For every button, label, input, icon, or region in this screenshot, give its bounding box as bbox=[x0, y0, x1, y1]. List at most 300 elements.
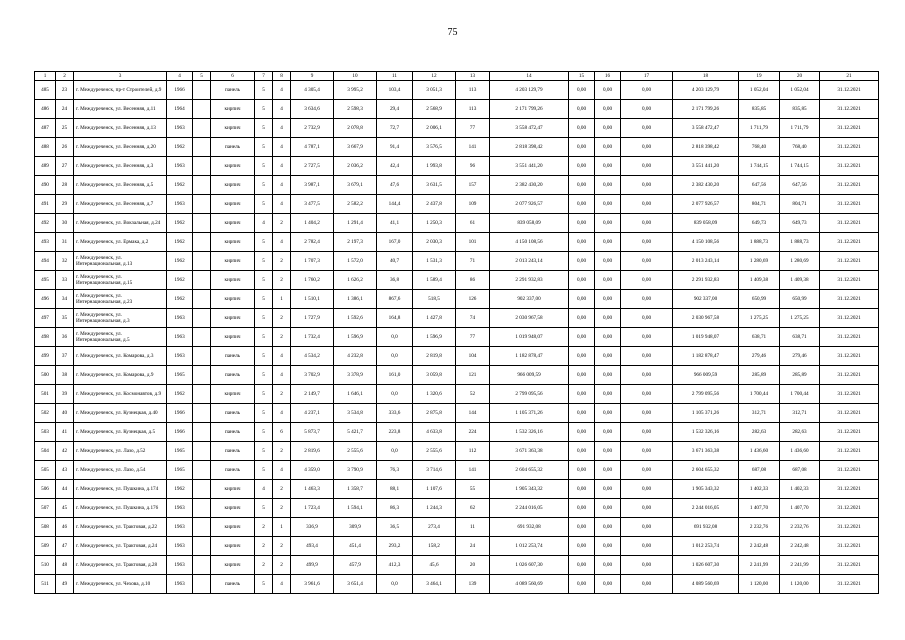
cell-wall-material: панель bbox=[211, 138, 255, 157]
cell-year-built: 1963 bbox=[167, 347, 193, 366]
cell-entrances: 2 bbox=[273, 328, 291, 347]
cell-row-number: 489 bbox=[35, 157, 56, 176]
cell-cost-c: 0,00 bbox=[621, 423, 673, 442]
cell-residents: 157 bbox=[456, 176, 490, 195]
cell-unit-cost: 2 241,99 bbox=[739, 556, 780, 575]
table-row bbox=[35, 214, 879, 233]
cell-area-a: 309,9 bbox=[334, 518, 377, 537]
cell-year-built: 1964 bbox=[167, 100, 193, 119]
cell-row-number: 485 bbox=[35, 81, 56, 100]
cell-cost-d: 4 203 129,79 bbox=[673, 81, 739, 100]
cell-total-cost: 3 671 363,38 bbox=[490, 442, 569, 461]
cell-total-area: 4 305,4 bbox=[291, 81, 334, 100]
cell-wall-material: кирпич bbox=[211, 119, 255, 138]
cell-cost-c: 0,00 bbox=[621, 575, 673, 594]
cell-entrances: 4 bbox=[273, 575, 291, 594]
cell-unit-cost: 804,71 bbox=[739, 195, 780, 214]
cell-area-b: 86,3 bbox=[377, 499, 413, 518]
table-row bbox=[35, 575, 879, 594]
cell-wall-material: панель bbox=[211, 347, 255, 366]
cell-sub-number: 30 bbox=[56, 214, 74, 233]
cell-cost-b: 0,00 bbox=[595, 499, 621, 518]
cell-unit-cost: 1 744,15 bbox=[739, 157, 780, 176]
cell-year-built: 1965 bbox=[167, 442, 193, 461]
cell-residents: 74 bbox=[456, 309, 490, 328]
cell-total-cost: 2 382 430,20 bbox=[490, 176, 569, 195]
cell-row-number: 486 bbox=[35, 100, 56, 119]
cell-year-renovated bbox=[193, 518, 211, 537]
cell-cost-c: 0,00 bbox=[621, 537, 673, 556]
cell-total-cost: 2 799 095,56 bbox=[490, 385, 569, 404]
cell-year-built: 1962 bbox=[167, 214, 193, 233]
cell-row-number: 504 bbox=[35, 442, 56, 461]
cell-cost-d: 3 671 363,38 bbox=[673, 442, 739, 461]
cell-floors: 5 bbox=[255, 309, 273, 328]
cell-wall-material: кирпич bbox=[211, 499, 255, 518]
housing-table bbox=[34, 71, 879, 594]
cell-cost-d: 1 012 253,74 bbox=[673, 537, 739, 556]
cell-cost-c: 0,00 bbox=[621, 499, 673, 518]
cell-cost-a: 0,00 bbox=[569, 138, 595, 157]
cell-cost-c: 0,00 bbox=[621, 442, 673, 461]
cell-sub-number: 45 bbox=[56, 499, 74, 518]
cell-floors: 5 bbox=[255, 176, 273, 195]
cell-total-area: 2 732,9 bbox=[291, 119, 334, 138]
cell-sub-number: 28 bbox=[56, 176, 74, 195]
cell-deadline: 31.12.2021 bbox=[820, 518, 879, 537]
cell-unit-cost: 1 275,25 bbox=[739, 309, 780, 328]
cell-floors: 2 bbox=[255, 556, 273, 575]
cell-deadline: 31.12.2021 bbox=[820, 176, 879, 195]
cell-address: г. Междуреченск, ул. Комарова, д.9 bbox=[74, 366, 167, 385]
cell-area-c: 1 320,6 bbox=[413, 385, 456, 404]
cell-area-a: 1 626,2 bbox=[334, 271, 377, 290]
cell-cost-c: 0,00 bbox=[621, 81, 673, 100]
cell-sub-number: 40 bbox=[56, 404, 74, 423]
cell-entrances: 4 bbox=[273, 157, 291, 176]
cell-area-b: 40,7 bbox=[377, 252, 413, 271]
cell-year-built: 1963 bbox=[167, 575, 193, 594]
cell-address: г. Междуреченск, ул. Весенняя, д.13 bbox=[74, 119, 167, 138]
cell-cost-d: 691 932,08 bbox=[673, 518, 739, 537]
cell-area-c: 1 589,4 bbox=[413, 271, 456, 290]
cell-floors: 5 bbox=[255, 119, 273, 138]
cell-address: г. Междуреченск, ул. Космонавтов, д.9 bbox=[74, 385, 167, 404]
cell-cost-b: 0,00 bbox=[595, 385, 621, 404]
cell-area-c: 4 633,8 bbox=[413, 423, 456, 442]
cell-wall-material: кирпич bbox=[211, 252, 255, 271]
cell-area-a: 1 594,1 bbox=[334, 499, 377, 518]
cell-residents: 141 bbox=[456, 461, 490, 480]
cell-unit-cost: 647,56 bbox=[739, 176, 780, 195]
cell-cost-b: 0,00 bbox=[595, 309, 621, 328]
cell-area-b: 36,5 bbox=[377, 518, 413, 537]
cell-year-renovated bbox=[193, 575, 211, 594]
cell-cost-c: 0,00 bbox=[621, 233, 673, 252]
cell-wall-material: кирпич bbox=[211, 271, 255, 290]
cell-year-renovated bbox=[193, 195, 211, 214]
cell-year-renovated bbox=[193, 404, 211, 423]
cell-row-number: 492 bbox=[35, 214, 56, 233]
table-row bbox=[35, 81, 879, 100]
cell-area-a: 2 598,3 bbox=[334, 100, 377, 119]
cell-total-cost: 1 019 948,07 bbox=[490, 328, 569, 347]
cell-cost-b: 0,00 bbox=[595, 442, 621, 461]
cell-sub-number: 32 bbox=[56, 252, 74, 271]
cell-year-renovated bbox=[193, 347, 211, 366]
cell-entrances: 4 bbox=[273, 461, 291, 480]
column-header: 11 bbox=[377, 72, 413, 81]
cell-cost-d: 902 337,00 bbox=[673, 290, 739, 309]
cell-row-number: 506 bbox=[35, 480, 56, 499]
cell-wall-material: кирпич bbox=[211, 556, 255, 575]
column-header: 12 bbox=[413, 72, 456, 81]
table-row bbox=[35, 138, 879, 157]
cell-deadline: 31.12.2021 bbox=[820, 233, 879, 252]
cell-deadline: 31.12.2021 bbox=[820, 214, 879, 233]
cell-residents: 144 bbox=[456, 404, 490, 423]
cell-address: г. Междуреченск, ул. Интернациональная, д.23 bbox=[74, 290, 167, 309]
cell-year-built: 1962 bbox=[167, 271, 193, 290]
cell-area-b: 0,0 bbox=[377, 442, 413, 461]
cell-cost-a: 0,00 bbox=[569, 366, 595, 385]
cell-area-b: 144,4 bbox=[377, 195, 413, 214]
cell-cost-c: 0,00 bbox=[621, 138, 673, 157]
cell-total-area: 1 707,3 bbox=[291, 252, 334, 271]
cell-max-unit-cost: 1 744,15 bbox=[780, 157, 820, 176]
cell-cost-b: 0,00 bbox=[595, 138, 621, 157]
cell-entrances: 2 bbox=[273, 442, 291, 461]
cell-area-b: 91,4 bbox=[377, 138, 413, 157]
cell-area-b: 0,0 bbox=[377, 385, 413, 404]
cell-cost-c: 0,00 bbox=[621, 214, 673, 233]
cell-row-number: 496 bbox=[35, 290, 56, 309]
cell-unit-cost: 1 120,00 bbox=[739, 575, 780, 594]
cell-wall-material: панель bbox=[211, 442, 255, 461]
cell-entrances: 1 bbox=[273, 290, 291, 309]
cell-max-unit-cost: 2 241,99 bbox=[780, 556, 820, 575]
cell-max-unit-cost: 1 700,44 bbox=[780, 385, 820, 404]
cell-residents: 77 bbox=[456, 328, 490, 347]
cell-cost-a: 0,00 bbox=[569, 119, 595, 138]
cell-deadline: 31.12.2021 bbox=[820, 366, 879, 385]
cell-max-unit-cost: 768,40 bbox=[780, 138, 820, 157]
cell-area-b: 0,0 bbox=[377, 575, 413, 594]
cell-cost-c: 0,00 bbox=[621, 119, 673, 138]
cell-unit-cost: 687,08 bbox=[739, 461, 780, 480]
cell-cost-a: 0,00 bbox=[569, 100, 595, 119]
cell-area-c: 45,6 bbox=[413, 556, 456, 575]
cell-cost-a: 0,00 bbox=[569, 556, 595, 575]
cell-row-number: 510 bbox=[35, 556, 56, 575]
cell-area-c: 2 875,8 bbox=[413, 404, 456, 423]
cell-cost-d: 1 105 371,26 bbox=[673, 404, 739, 423]
cell-cost-a: 0,00 bbox=[569, 385, 595, 404]
cell-unit-cost: 2 242,48 bbox=[739, 537, 780, 556]
cell-wall-material: кирпич bbox=[211, 290, 255, 309]
cell-year-renovated bbox=[193, 271, 211, 290]
column-header: 4 bbox=[167, 72, 193, 81]
cell-area-a: 1 386,1 bbox=[334, 290, 377, 309]
cell-address: г. Междуреченск, ул. Комарова, д.3 bbox=[74, 347, 167, 366]
cell-entrances: 4 bbox=[273, 138, 291, 157]
cell-entrances: 2 bbox=[273, 271, 291, 290]
cell-total-cost: 1 026 607,30 bbox=[490, 556, 569, 575]
cell-row-number: 493 bbox=[35, 233, 56, 252]
cell-year-built: 1965 bbox=[167, 461, 193, 480]
cell-total-cost: 2 171 799,26 bbox=[490, 100, 569, 119]
table-row bbox=[35, 480, 879, 499]
cell-sub-number: 25 bbox=[56, 119, 74, 138]
cell-cost-a: 0,00 bbox=[569, 233, 595, 252]
cell-deadline: 31.12.2021 bbox=[820, 480, 879, 499]
cell-year-renovated bbox=[193, 100, 211, 119]
cell-cost-a: 0,00 bbox=[569, 461, 595, 480]
cell-cost-c: 0,00 bbox=[621, 252, 673, 271]
cell-area-b: 333,6 bbox=[377, 404, 413, 423]
cell-deadline: 31.12.2021 bbox=[820, 290, 879, 309]
cell-cost-d: 2 382 430,20 bbox=[673, 176, 739, 195]
cell-cost-b: 0,00 bbox=[595, 81, 621, 100]
cell-year-built: 1963 bbox=[167, 518, 193, 537]
cell-floors: 5 bbox=[255, 252, 273, 271]
cell-area-a: 3 679,1 bbox=[334, 176, 377, 195]
cell-cost-a: 0,00 bbox=[569, 290, 595, 309]
cell-unit-cost: 1 700,44 bbox=[739, 385, 780, 404]
cell-sub-number: 48 bbox=[56, 556, 74, 575]
cell-area-a: 3 790,9 bbox=[334, 461, 377, 480]
cell-cost-a: 0,00 bbox=[569, 423, 595, 442]
cell-year-built: 1963 bbox=[167, 195, 193, 214]
cell-year-renovated bbox=[193, 442, 211, 461]
cell-year-renovated bbox=[193, 252, 211, 271]
cell-cost-a: 0,00 bbox=[569, 442, 595, 461]
cell-sub-number: 47 bbox=[56, 537, 74, 556]
cell-max-unit-cost: 1 280,69 bbox=[780, 252, 820, 271]
cell-cost-d: 4 150 108,56 bbox=[673, 233, 739, 252]
cell-cost-b: 0,00 bbox=[595, 423, 621, 442]
cell-total-area: 3 961,6 bbox=[291, 575, 334, 594]
table-row bbox=[35, 195, 879, 214]
cell-address: г. Междуреченск, ул. Интернациональная, д.5 bbox=[74, 328, 167, 347]
cell-total-area: 336,9 bbox=[291, 518, 334, 537]
cell-floors: 5 bbox=[255, 347, 273, 366]
cell-area-b: 293,2 bbox=[377, 537, 413, 556]
cell-year-built: 1963 bbox=[167, 309, 193, 328]
cell-cost-c: 0,00 bbox=[621, 385, 673, 404]
cell-row-number: 487 bbox=[35, 119, 56, 138]
column-header: 19 bbox=[739, 72, 780, 81]
cell-total-cost: 3 558 472,47 bbox=[490, 119, 569, 138]
cell-cost-b: 0,00 bbox=[595, 252, 621, 271]
cell-deadline: 31.12.2021 bbox=[820, 119, 879, 138]
cell-max-unit-cost: 2 232,76 bbox=[780, 518, 820, 537]
cell-row-number: 491 bbox=[35, 195, 56, 214]
cell-entrances: 6 bbox=[273, 423, 291, 442]
cell-total-cost: 4 150 108,56 bbox=[490, 233, 569, 252]
cell-entrances: 4 bbox=[273, 195, 291, 214]
table-row bbox=[35, 100, 879, 119]
cell-area-a: 451,4 bbox=[334, 537, 377, 556]
cell-cost-b: 0,00 bbox=[595, 556, 621, 575]
cell-sub-number: 42 bbox=[56, 442, 74, 461]
cell-year-renovated bbox=[193, 480, 211, 499]
column-header: 14 bbox=[490, 72, 569, 81]
cell-wall-material: кирпич bbox=[211, 176, 255, 195]
table-row bbox=[35, 461, 879, 480]
cell-total-cost: 839 058,09 bbox=[490, 214, 569, 233]
cell-address: г. Междуреченск, ул. Кузнецкая, д.5 bbox=[74, 423, 167, 442]
cell-area-b: 47,6 bbox=[377, 176, 413, 195]
cell-cost-a: 0,00 bbox=[569, 518, 595, 537]
table-row bbox=[35, 309, 879, 328]
column-header: 6 bbox=[211, 72, 255, 81]
cell-sub-number: 39 bbox=[56, 385, 74, 404]
cell-cost-c: 0,00 bbox=[621, 556, 673, 575]
cell-sub-number: 43 bbox=[56, 461, 74, 480]
cell-area-c: 1 993,8 bbox=[413, 157, 456, 176]
table-row bbox=[35, 499, 879, 518]
cell-year-renovated bbox=[193, 556, 211, 575]
cell-max-unit-cost: 1 407,70 bbox=[780, 499, 820, 518]
cell-wall-material: кирпич bbox=[211, 518, 255, 537]
cell-address: г. Междуреченск, ул. Чехова, д.10 bbox=[74, 575, 167, 594]
cell-area-a: 1 592,6 bbox=[334, 309, 377, 328]
cell-cost-c: 0,00 bbox=[621, 157, 673, 176]
table-row bbox=[35, 366, 879, 385]
cell-floors: 5 bbox=[255, 271, 273, 290]
cell-area-c: 1 244,3 bbox=[413, 499, 456, 518]
column-header: 9 bbox=[291, 72, 334, 81]
cell-total-area: 2 727,5 bbox=[291, 157, 334, 176]
cell-residents: 141 bbox=[456, 138, 490, 157]
cell-unit-cost: 1 409,38 bbox=[739, 271, 780, 290]
cell-total-cost: 1 182 878,47 bbox=[490, 347, 569, 366]
cell-cost-b: 0,00 bbox=[595, 233, 621, 252]
cell-cost-a: 0,00 bbox=[569, 81, 595, 100]
cell-area-c: 2 819,8 bbox=[413, 347, 456, 366]
cell-address: г. Междуреченск, ул. Кузнецкая, д.40 bbox=[74, 404, 167, 423]
cell-floors: 5 bbox=[255, 385, 273, 404]
cell-total-area: 3 634,6 bbox=[291, 100, 334, 119]
column-header: 5 bbox=[193, 72, 211, 81]
cell-max-unit-cost: 1 275,25 bbox=[780, 309, 820, 328]
cell-deadline: 31.12.2021 bbox=[820, 157, 879, 176]
cell-wall-material: кирпич bbox=[211, 385, 255, 404]
cell-year-renovated bbox=[193, 138, 211, 157]
cell-unit-cost: 768,40 bbox=[739, 138, 780, 157]
cell-area-b: 103,4 bbox=[377, 81, 413, 100]
cell-area-b: 36,8 bbox=[377, 271, 413, 290]
cell-residents: 20 bbox=[456, 556, 490, 575]
cell-year-built: 1963 bbox=[167, 119, 193, 138]
cell-address: г. Междуреченск, ул. Трактовая, д.22 bbox=[74, 518, 167, 537]
cell-residents: 24 bbox=[456, 537, 490, 556]
cell-area-b: 76,3 bbox=[377, 461, 413, 480]
cell-area-c: 158,2 bbox=[413, 537, 456, 556]
cell-address: г. Междуреченск, ул. Весенняя, д.20 bbox=[74, 138, 167, 157]
cell-row-number: 503 bbox=[35, 423, 56, 442]
cell-cost-c: 0,00 bbox=[621, 480, 673, 499]
cell-cost-b: 0,00 bbox=[595, 518, 621, 537]
cell-area-a: 1 291,4 bbox=[334, 214, 377, 233]
cell-total-area: 1 760,2 bbox=[291, 271, 334, 290]
cell-floors: 5 bbox=[255, 575, 273, 594]
cell-floors: 5 bbox=[255, 328, 273, 347]
cell-floors: 5 bbox=[255, 233, 273, 252]
table-row bbox=[35, 119, 879, 138]
cell-total-area: 1 510,1 bbox=[291, 290, 334, 309]
cell-wall-material: кирпич bbox=[211, 328, 255, 347]
cell-max-unit-cost: 1 402,33 bbox=[780, 480, 820, 499]
cell-entrances: 4 bbox=[273, 81, 291, 100]
cell-cost-c: 0,00 bbox=[621, 518, 673, 537]
cell-unit-cost: 2 232,76 bbox=[739, 518, 780, 537]
cell-year-built: 1966 bbox=[167, 81, 193, 100]
cell-deadline: 31.12.2021 bbox=[820, 423, 879, 442]
cell-address: г. Междуреченск, ул. Интернациональная, д.15 bbox=[74, 271, 167, 290]
table-row bbox=[35, 328, 879, 347]
cell-residents: 71 bbox=[456, 252, 490, 271]
cell-area-c: 3 051,3 bbox=[413, 81, 456, 100]
cell-cost-c: 0,00 bbox=[621, 290, 673, 309]
cell-area-a: 457,9 bbox=[334, 556, 377, 575]
cell-area-c: 1 107,6 bbox=[413, 480, 456, 499]
cell-floors: 5 bbox=[255, 461, 273, 480]
cell-year-renovated bbox=[193, 366, 211, 385]
cell-residents: 224 bbox=[456, 423, 490, 442]
cell-sub-number: 23 bbox=[56, 81, 74, 100]
cell-wall-material: кирпич bbox=[211, 195, 255, 214]
cell-deadline: 31.12.2021 bbox=[820, 575, 879, 594]
cell-max-unit-cost: 285,89 bbox=[780, 366, 820, 385]
cell-floors: 5 bbox=[255, 404, 273, 423]
table-row bbox=[35, 176, 879, 195]
cell-max-unit-cost: 687,08 bbox=[780, 461, 820, 480]
cell-address: г. Междуреченск, ул. Лазо, д.52 bbox=[74, 442, 167, 461]
cell-deadline: 31.12.2021 bbox=[820, 347, 879, 366]
cell-row-number: 490 bbox=[35, 176, 56, 195]
cell-deadline: 31.12.2021 bbox=[820, 404, 879, 423]
cell-unit-cost: 835,85 bbox=[739, 100, 780, 119]
cell-total-cost: 1 105 371,26 bbox=[490, 404, 569, 423]
cell-unit-cost: 649,73 bbox=[739, 214, 780, 233]
cell-area-c: 1 531,3 bbox=[413, 252, 456, 271]
cell-total-area: 1 727,9 bbox=[291, 309, 334, 328]
cell-address: г. Междуреченск, ул. Весенняя, д.5 bbox=[74, 176, 167, 195]
cell-area-b: 42,4 bbox=[377, 157, 413, 176]
cell-area-c: 3 714,6 bbox=[413, 461, 456, 480]
table-row bbox=[35, 233, 879, 252]
cell-deadline: 31.12.2021 bbox=[820, 556, 879, 575]
cell-area-c: 518,5 bbox=[413, 290, 456, 309]
cell-year-built: 1962 bbox=[167, 233, 193, 252]
cell-max-unit-cost: 1 436,60 bbox=[780, 442, 820, 461]
cell-year-renovated bbox=[193, 423, 211, 442]
cell-floors: 5 bbox=[255, 442, 273, 461]
cell-sub-number: 44 bbox=[56, 480, 74, 499]
cell-unit-cost: 279,46 bbox=[739, 347, 780, 366]
cell-cost-a: 0,00 bbox=[569, 575, 595, 594]
cell-cost-b: 0,00 bbox=[595, 176, 621, 195]
cell-total-cost: 4 203 129,79 bbox=[490, 81, 569, 100]
cell-wall-material: панель bbox=[211, 366, 255, 385]
cell-deadline: 31.12.2021 bbox=[820, 100, 879, 119]
cell-year-renovated bbox=[193, 309, 211, 328]
table-row bbox=[35, 290, 879, 309]
cell-cost-c: 0,00 bbox=[621, 347, 673, 366]
cell-row-number: 508 bbox=[35, 518, 56, 537]
